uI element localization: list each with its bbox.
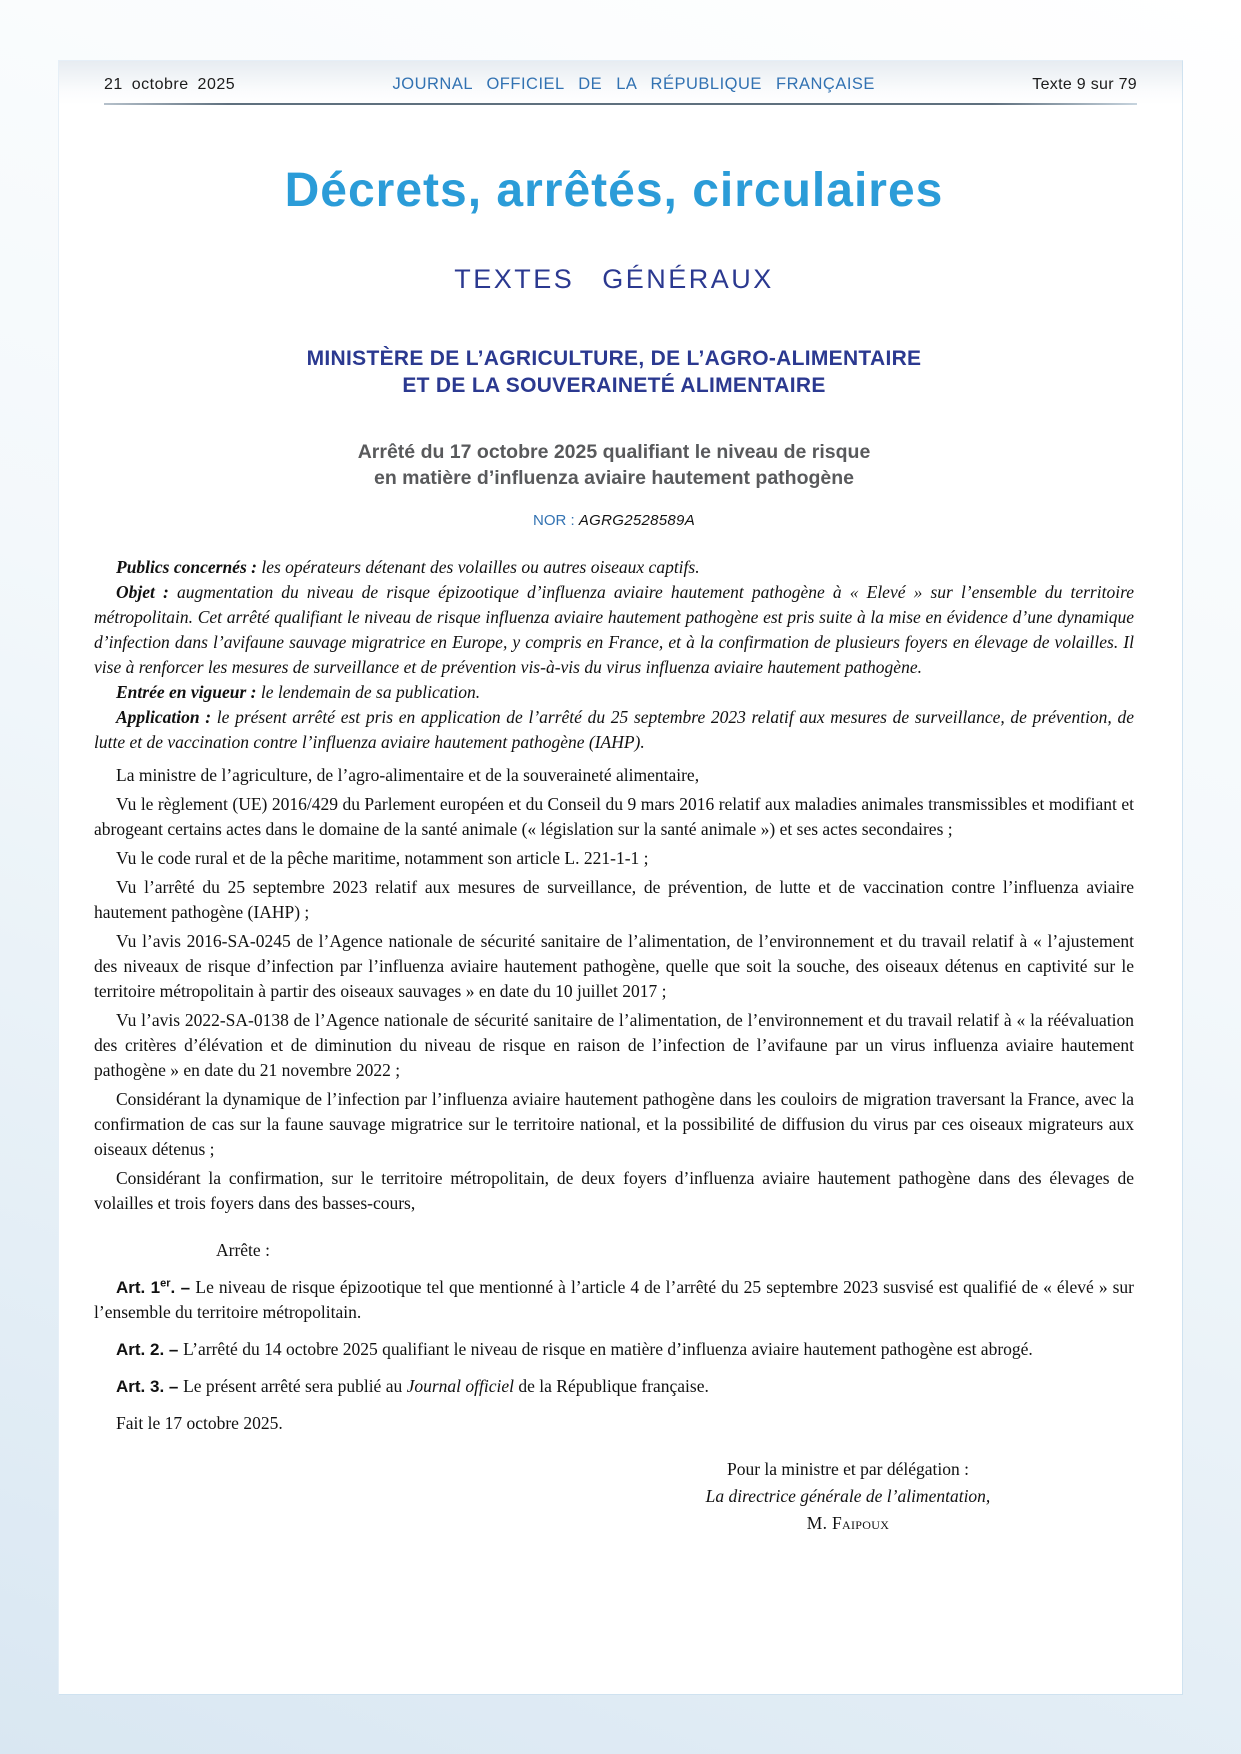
paragraph-vu-code-rural: Vu le code rural et de la pêche maritime, notamment son article L. 221-1-1 ; <box>116 848 649 868</box>
summary-application-label: Application : <box>116 707 212 727</box>
journal-header-row <box>104 75 1137 94</box>
header-texte-number: Texte 9 sur 79 <box>1032 76 1137 93</box>
summary-entree <box>94 680 1134 705</box>
page-title: Décrets, arrêtés, circulaires <box>284 164 944 217</box>
header-date: 21 octobre 2025 <box>104 76 236 93</box>
paragraph-considerant-dynamique: Considérant la dynamique de l’infection par l’influenza aviaire hautement pathogène dans les couloirs de migration traversant la France, avec la confirmation de cas sur la faune sauvage migratrice sur le territoire national, et la possibilité de diffusion du virus par ces oiseaux migrateurs aux oiseaux détenus ; <box>94 1089 1134 1159</box>
article-1 <box>94 1275 1134 1325</box>
document-content <box>59 163 1182 1537</box>
document-page <box>58 60 1183 1695</box>
body-block <box>94 763 1134 1537</box>
summary-application <box>94 705 1134 755</box>
ministry-line2: ET DE LA SOUVERAINETÉ ALIMENTAIRE <box>402 374 826 397</box>
article-2-label: Art. 2. – <box>116 1340 184 1359</box>
article-3-text-post: de la République française. <box>514 1376 709 1396</box>
article-3-text-pre: Le présent arrêté sera publié au <box>183 1376 407 1396</box>
paragraph-ministre: La ministre de l’agriculture, de l’agro-alimentaire et de la souveraineté alimentaire, <box>116 765 700 785</box>
article-3 <box>94 1374 1134 1399</box>
arrete-decision-label: Arrête : <box>216 1240 270 1260</box>
article-3-journal-officiel: Journal officiel <box>406 1376 515 1396</box>
summary-publics-text: les opérateurs détenant des volailles ou autres oiseaux captifs. <box>261 557 700 577</box>
summary-objet <box>94 580 1134 680</box>
signature-title: La directrice générale de l’alimentation, <box>705 1486 991 1506</box>
header-journal-title: JOURNAL OFFICIEL DE LA RÉPUBLIQUE FRANÇAISE <box>392 75 875 93</box>
paragraph-vu-avis-2016: Vu l’avis 2016-SA-0245 de l’Agence nationale de sécurité sanitaire de l’alimentation, de l’environnement et du travail relatif à « l’ajustement des niveaux de risque d’infection par l’influenza aviaire hautement pathogène, quelle que soit la souche, des oiseaux détenus en captivité sur le territoire métropolitain à partir des oiseaux sauvages » en date du 10 juillet 2017 ; <box>94 931 1134 1001</box>
fait-date-line: Fait le 17 octobre 2025. <box>116 1413 283 1433</box>
summary-application-text: le présent arrêté est pris en application de l’arrêté du 25 septembre 2023 relatif aux mesures de surveillance, de prévention, de lutte et de vaccination contre l’influenza aviaire hautement pathogène (IAHP). <box>94 707 1134 752</box>
article-1-separator: . – <box>170 1278 196 1297</box>
summary-objet-label: Objet : <box>116 582 169 602</box>
header-rule <box>104 103 1137 105</box>
paragraph-considerant-confirmation: Considérant la confirmation, sur le territoire métropolitain, de deux foyers d’influenza aviaire hautement pathogène dans des élevages de volailles et trois foyers dans des basses-cours, <box>94 1168 1134 1213</box>
article-3-label: Art. 3. – <box>116 1377 184 1396</box>
article-2-separator: . – <box>159 1340 184 1359</box>
article-1-label: Art. 1er. – <box>116 1277 196 1297</box>
article-3-separator: . – <box>159 1377 184 1396</box>
ministry-heading <box>94 345 1134 399</box>
ministry-line1: MINISTÈRE DE L’AGRICULTURE, DE L’AGRO-ALIMENTAIRE <box>306 347 922 370</box>
nor-line <box>94 512 1134 529</box>
paragraph-vu-arrete-2023: Vu l’arrêté du 25 septembre 2023 relatif aux mesures de surveillance, de prévention, de lutte et de vaccination contre l’influenza aviaire hautement pathogène (IAHP) ; <box>94 877 1134 922</box>
summary-publics-label: Publics concernés : <box>116 557 257 577</box>
section-title: TEXTES GÉNÉRAUX <box>454 264 774 294</box>
article-2-text: L’arrêté du 14 octobre 2025 qualifiant le niveau de risque en matière d’influenza aviaire hautement pathogène est abrogé. <box>183 1339 1033 1359</box>
summary-entree-label: Entrée en vigueur : <box>116 682 257 702</box>
arrete-title-line1: Arrêté du 17 octobre 2025 qualifiant le niveau de risque <box>357 441 871 463</box>
article-2 <box>94 1337 1134 1362</box>
signature-block <box>614 1456 1082 1537</box>
paragraph-vu-reglement: Vu le règlement (UE) 2016/429 du Parlement européen et du Conseil du 9 mars 2016 relatif aux maladies animales transmissibles et modifiant et abrogeant certains actes dans le domaine de la santé animale (« législation sur la santé animale ») et ses actes secondaires ; <box>94 794 1134 839</box>
article-1-superscript: er <box>160 1277 171 1290</box>
nor-label: NOR : <box>532 512 579 529</box>
summary-objet-text: augmentation du niveau de risque épizootique d’influenza aviaire hautement pathogène à « Elevé » sur l’ensemble du territoire métropolitain. Cet arrêté qualifiant le niveau de risque influenza aviaire hautement pathogène est pris suite à la mise en évidence d’une dynamique d’infection dans l’avifaune sauvage migratrice en Europe, y compris en France, et à la confirmation de plusieurs foyers en élevage de volailles. Il vise à renforcer les mesures de surveillance et de prévention vis-à-vis du virus influenza aviaire hautement pathogène. <box>94 582 1134 677</box>
arrete-title <box>94 439 1134 491</box>
nor-value: AGRG2528589A <box>578 512 696 529</box>
signature-name: M. Faipoux <box>806 1513 890 1533</box>
journal-header <box>59 61 1182 105</box>
summary-block <box>94 555 1134 755</box>
paragraph-vu-avis-2022: Vu l’avis 2022-SA-0138 de l’Agence nationale de sécurité sanitaire de l’alimentation, de l’environnement et du travail relatif à « la réévaluation des critères d’élévation et de diminution du niveau de risque en raison de l’infection de l’avifaune par un virus influenza aviaire hautement pathogène » en date du 21 novembre 2022 ; <box>94 1010 1134 1080</box>
article-1-text: Le niveau de risque épizootique tel que mentionné à l’article 4 de l’arrêté du 25 septembre 2023 susvisé est qualifié de « élevé » sur l’ensemble du territoire métropolitain. <box>94 1277 1134 1322</box>
signature-delegation: Pour la ministre et par délégation : <box>726 1459 970 1479</box>
summary-publics <box>94 555 1134 580</box>
summary-entree-text: le lendemain de sa publication. <box>260 682 481 702</box>
arrete-title-line2: en matière d’influenza aviaire hautement pathogène <box>373 467 855 489</box>
